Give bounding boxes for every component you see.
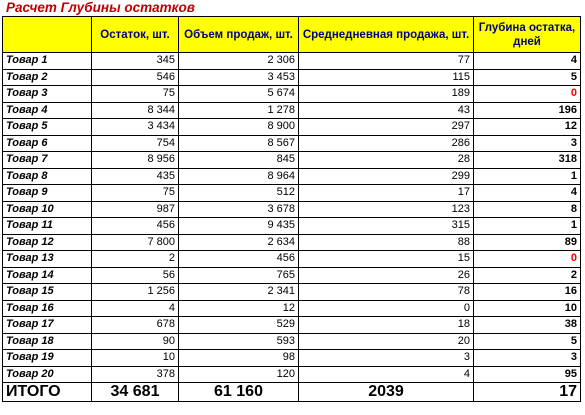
row-stock-cell[interactable]: 75 — [92, 86, 179, 103]
row-name-cell[interactable]: Товар 11 — [3, 218, 92, 235]
row-name-cell[interactable]: Товар 7 — [3, 152, 92, 169]
row-name-cell[interactable]: Товар 14 — [3, 267, 92, 284]
row-stock-cell[interactable]: 56 — [92, 267, 179, 284]
row-avg-cell[interactable]: 15 — [299, 251, 474, 268]
row-depth-cell[interactable]: 5 — [474, 69, 581, 86]
header-cell-sales[interactable]: Объем продаж, шт. — [179, 17, 299, 53]
row-stock-cell[interactable]: 3 434 — [92, 119, 179, 136]
row-stock-cell[interactable]: 678 — [92, 317, 179, 334]
row-depth-cell[interactable]: 4 — [474, 53, 581, 70]
header-cell-avg-daily[interactable]: Среднедневная продажа, шт. — [299, 17, 474, 53]
row-depth-cell[interactable]: 196 — [474, 102, 581, 119]
row-name-cell[interactable]: Товар 6 — [3, 135, 92, 152]
row-depth-cell[interactable]: 0 — [474, 86, 581, 103]
row-avg-cell[interactable]: 299 — [299, 168, 474, 185]
total-depth-cell[interactable]: 17 — [474, 383, 581, 402]
header-row — [3, 17, 581, 53]
total-sales-cell[interactable]: 61 160 — [179, 383, 299, 402]
row-avg-cell[interactable]: 78 — [299, 284, 474, 301]
row-avg-cell[interactable]: 20 — [299, 333, 474, 350]
table-row — [3, 53, 581, 70]
row-stock-cell[interactable]: 8 344 — [92, 102, 179, 119]
stock-depth-table — [2, 16, 581, 402]
table-row — [3, 152, 581, 169]
row-depth-cell[interactable]: 3 — [474, 135, 581, 152]
row-avg-cell[interactable]: 0 — [299, 300, 474, 317]
row-depth-cell[interactable]: 4 — [474, 185, 581, 202]
row-depth-cell[interactable]: 318 — [474, 152, 581, 169]
row-name-cell[interactable]: Товар 10 — [3, 201, 92, 218]
table-row — [3, 267, 581, 284]
table-row — [3, 366, 581, 383]
row-sales-cell[interactable]: 98 — [179, 350, 299, 367]
row-name-cell[interactable]: Товар 17 — [3, 317, 92, 334]
row-depth-cell[interactable]: 3 — [474, 350, 581, 367]
row-stock-cell[interactable]: 1 256 — [92, 284, 179, 301]
row-sales-cell[interactable]: 1 278 — [179, 102, 299, 119]
table-row — [3, 86, 581, 103]
row-sales-cell[interactable]: 3 678 — [179, 201, 299, 218]
row-sales-cell[interactable]: 529 — [179, 317, 299, 334]
row-avg-cell[interactable]: 26 — [299, 267, 474, 284]
row-sales-cell[interactable]: 120 — [179, 366, 299, 383]
table-row — [3, 350, 581, 367]
row-stock-cell[interactable]: 456 — [92, 218, 179, 235]
row-sales-cell[interactable]: 8 964 — [179, 168, 299, 185]
row-sales-cell[interactable]: 512 — [179, 185, 299, 202]
row-stock-cell[interactable]: 435 — [92, 168, 179, 185]
row-stock-cell[interactable]: 546 — [92, 69, 179, 86]
row-depth-cell[interactable]: 89 — [474, 234, 581, 251]
table-row — [3, 251, 581, 268]
row-avg-cell[interactable]: 4 — [299, 366, 474, 383]
row-sales-cell[interactable]: 2 306 — [179, 53, 299, 70]
row-sales-cell[interactable]: 2 341 — [179, 284, 299, 301]
row-depth-cell[interactable]: 12 — [474, 119, 581, 136]
row-name-cell[interactable]: Товар 13 — [3, 251, 92, 268]
row-depth-cell[interactable]: 16 — [474, 284, 581, 301]
row-avg-cell[interactable]: 43 — [299, 102, 474, 119]
header-cell-name[interactable] — [3, 17, 92, 53]
row-stock-cell[interactable]: 7 800 — [92, 234, 179, 251]
total-avg-cell[interactable]: 2039 — [299, 383, 474, 402]
row-sales-cell[interactable]: 8 567 — [179, 135, 299, 152]
row-name-cell[interactable]: Товар 3 — [3, 86, 92, 103]
row-name-cell[interactable]: Товар 2 — [3, 69, 92, 86]
row-stock-cell[interactable]: 754 — [92, 135, 179, 152]
total-label-cell[interactable]: ИТОГО — [3, 383, 92, 402]
table-row — [3, 300, 581, 317]
row-avg-cell[interactable]: 115 — [299, 69, 474, 86]
table-row — [3, 168, 581, 185]
sheet-title: Расчет Глубины остатков — [6, 0, 195, 15]
row-avg-cell[interactable]: 17 — [299, 185, 474, 202]
row-stock-cell[interactable]: 4 — [92, 300, 179, 317]
row-avg-cell[interactable]: 28 — [299, 152, 474, 169]
table-body — [3, 53, 581, 383]
table-row — [3, 218, 581, 235]
total-stock-cell[interactable]: 34 681 — [92, 383, 179, 402]
row-depth-cell[interactable]: 1 — [474, 168, 581, 185]
row-name-cell[interactable]: Товар 8 — [3, 168, 92, 185]
row-stock-cell[interactable]: 10 — [92, 350, 179, 367]
row-sales-cell[interactable]: 3 453 — [179, 69, 299, 86]
row-sales-cell[interactable]: 456 — [179, 251, 299, 268]
row-stock-cell[interactable]: 90 — [92, 333, 179, 350]
row-avg-cell[interactable]: 77 — [299, 53, 474, 70]
row-stock-cell[interactable]: 378 — [92, 366, 179, 383]
row-stock-cell[interactable]: 345 — [92, 53, 179, 70]
table-row — [3, 234, 581, 251]
row-depth-cell[interactable]: 10 — [474, 300, 581, 317]
row-depth-cell[interactable]: 38 — [474, 317, 581, 334]
row-sales-cell[interactable]: 593 — [179, 333, 299, 350]
row-stock-cell[interactable]: 987 — [92, 201, 179, 218]
row-depth-cell[interactable]: 5 — [474, 333, 581, 350]
table-row — [3, 284, 581, 301]
row-sales-cell[interactable]: 8 900 — [179, 119, 299, 136]
row-name-cell[interactable]: Товар 1 — [3, 53, 92, 70]
header-cell-depth[interactable]: Глубина остатка, дней — [474, 17, 581, 53]
row-name-cell[interactable]: Товар 18 — [3, 333, 92, 350]
row-depth-cell[interactable]: 0 — [474, 251, 581, 268]
table-row — [3, 102, 581, 119]
row-name-cell[interactable]: Товар 15 — [3, 284, 92, 301]
row-depth-cell[interactable]: 1 — [474, 218, 581, 235]
table-row — [3, 185, 581, 202]
row-name-cell[interactable]: Товар 9 — [3, 185, 92, 202]
row-depth-cell[interactable]: 2 — [474, 267, 581, 284]
row-depth-cell[interactable]: 95 — [474, 366, 581, 383]
table-row — [3, 317, 581, 334]
row-stock-cell[interactable]: 8 956 — [92, 152, 179, 169]
table-row — [3, 119, 581, 136]
row-stock-cell[interactable]: 2 — [92, 251, 179, 268]
row-sales-cell[interactable]: 5 674 — [179, 86, 299, 103]
row-sales-cell[interactable]: 765 — [179, 267, 299, 284]
row-avg-cell[interactable]: 315 — [299, 218, 474, 235]
row-name-cell[interactable]: Товар 4 — [3, 102, 92, 119]
row-name-cell[interactable]: Товар 20 — [3, 366, 92, 383]
row-avg-cell[interactable]: 18 — [299, 317, 474, 334]
row-stock-cell[interactable]: 75 — [92, 185, 179, 202]
row-sales-cell[interactable]: 2 634 — [179, 234, 299, 251]
row-avg-cell[interactable]: 88 — [299, 234, 474, 251]
row-avg-cell[interactable]: 189 — [299, 86, 474, 103]
row-avg-cell[interactable]: 297 — [299, 119, 474, 136]
row-sales-cell[interactable]: 9 435 — [179, 218, 299, 235]
table-row — [3, 333, 581, 350]
row-sales-cell[interactable]: 12 — [179, 300, 299, 317]
header-cell-stock[interactable]: Остаток, шт. — [92, 17, 179, 53]
total-row — [3, 383, 581, 402]
table-row — [3, 201, 581, 218]
row-avg-cell[interactable]: 123 — [299, 201, 474, 218]
row-depth-cell[interactable]: 8 — [474, 201, 581, 218]
row-sales-cell[interactable]: 845 — [179, 152, 299, 169]
row-name-cell[interactable]: Товар 19 — [3, 350, 92, 367]
row-avg-cell[interactable]: 3 — [299, 350, 474, 367]
row-name-cell[interactable]: Товар 16 — [3, 300, 92, 317]
row-avg-cell[interactable]: 286 — [299, 135, 474, 152]
table-row — [3, 135, 581, 152]
row-name-cell[interactable]: Товар 12 — [3, 234, 92, 251]
row-name-cell[interactable]: Товар 5 — [3, 119, 92, 136]
table-row — [3, 69, 581, 86]
